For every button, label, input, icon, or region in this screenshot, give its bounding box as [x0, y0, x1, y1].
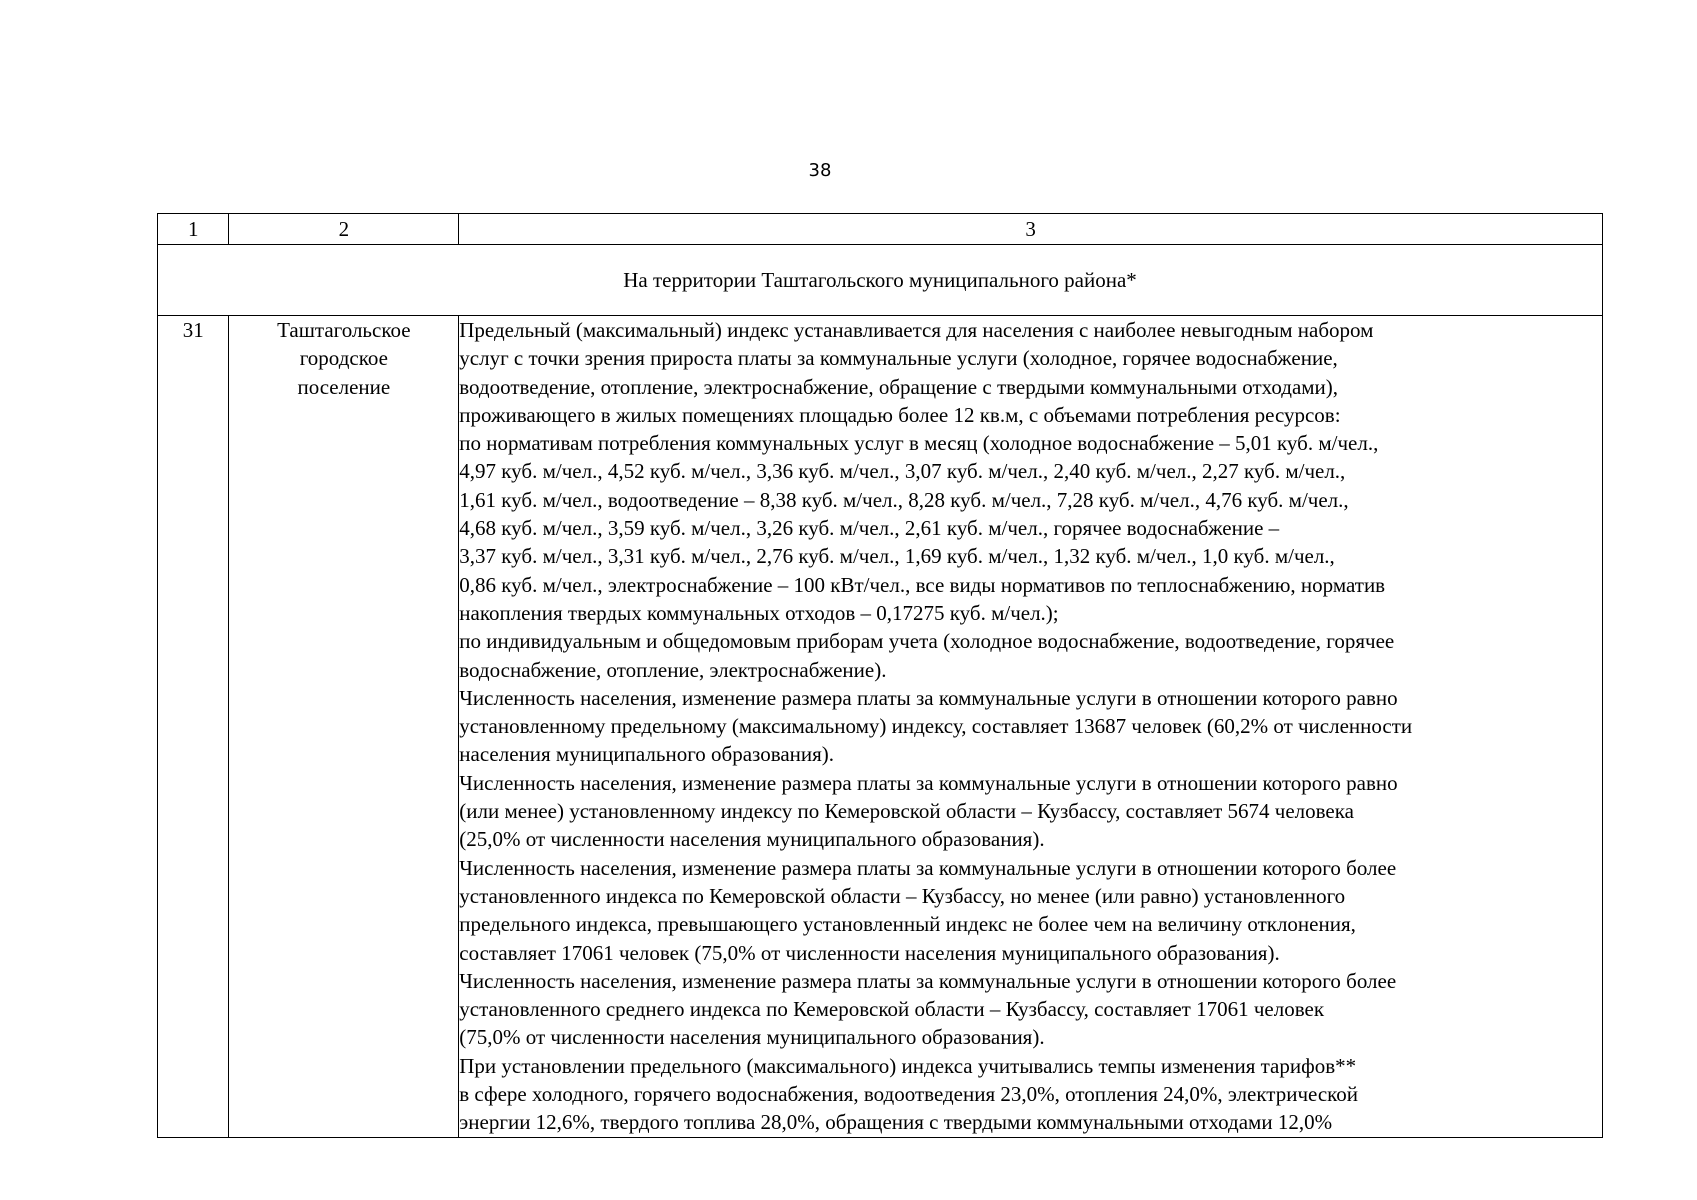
description-line: Численность населения, изменение размера платы за коммунальные услуги в отношении которого более [459, 855, 1397, 880]
description-line: При установлении предельного (максимального) индекса учитывались темпы изменения тарифов** [459, 1053, 1357, 1078]
row-number: 31 [158, 316, 229, 1138]
description-line: накопления твердых коммунальных отходов – 0,17275 куб. м/чел.); [459, 600, 1059, 625]
table-row [158, 316, 1603, 1138]
description-line: по индивидуальным и общедомовым приборам учета (холодное водоснабжение, водоотведение, горячее [459, 629, 1395, 654]
description-line: 4,68 куб. м/чел., 3,59 куб. м/чел., 3,26 куб. м/чел., 2,61 куб. м/чел., горячее водоснабжение – [459, 516, 1280, 541]
description-line: проживающего в жилых помещениях площадью более 12 кв.м, с объемами потребления ресурсов: [459, 402, 1341, 427]
description-line: предельного индекса, превышающего установленный индекс не более чем на величину отклонения, [459, 912, 1356, 937]
description-line: (25,0% от численности населения муниципального образования). [459, 827, 1045, 852]
description-line: услуг с точки зрения прироста платы за коммунальные услуги (холодное, горячее водоснабжение, [459, 346, 1338, 371]
description-line: водоотведение, отопление, электроснабжение, обращение с твердыми коммунальными отходами), [459, 374, 1339, 399]
description-line: установленного среднего индекса по Кемеровской области – Кузбассу, составляет 17061 человек [459, 997, 1325, 1022]
description-line: установленному предельному (максимальному) индексу, составляет 13687 человек (60,2% от численности [459, 714, 1413, 739]
description-line: 4,97 куб. м/чел., 4,52 куб. м/чел., 3,36 куб. м/чел., 3,07 куб. м/чел., 2,40 куб. м/чел., 2,27 куб. м/чел., [459, 459, 1346, 484]
description-line: Численность населения, изменение размера платы за коммунальные услуги в отношении которого более [459, 968, 1397, 993]
description-line: по нормативам потребления коммунальных услуг в месяц (холодное водоснабжение – 5,01 куб. м/чел., [459, 431, 1379, 456]
column-number-1: 1 [158, 214, 229, 245]
column-number-row [158, 214, 1603, 245]
municipality-name [229, 316, 459, 1138]
municipality-name-line: поселение [297, 374, 391, 399]
tariff-index-table [157, 213, 1603, 1138]
municipality-name-line: Таштагольское [277, 318, 411, 342]
index-description [459, 316, 1603, 1138]
column-number-3: 3 [459, 214, 1603, 245]
description-line: энергии 12,6%, твердого топлива 28,0%, обращения с твердыми коммунальными отходами 12,0% [459, 1110, 1333, 1135]
description-line: 3,37 куб. м/чел., 3,31 куб. м/чел., 2,76 куб. м/чел., 1,69 куб. м/чел., 1,32 куб. м/чел., 1,0 куб. м/чел., [459, 544, 1335, 569]
section-title: На территории Таштагольского муниципального района* [158, 245, 1603, 316]
column-number-2: 2 [229, 214, 459, 245]
description-line: населения муниципального образования). [459, 742, 835, 767]
municipality-name-line: городское [299, 346, 388, 371]
description-line: в сфере холодного, горячего водоснабжения, водоотведения 23,0%, отопления 24,0%, электрической [459, 1082, 1359, 1107]
description-line: составляет 17061 человек (75,0% от численности населения муниципального образования). [459, 940, 1280, 965]
page-number: 38 [808, 160, 832, 181]
section-row [158, 245, 1603, 316]
description-line: Предельный (максимальный) индекс устанавливается для населения с наиболее невыгодным набором [459, 318, 1374, 342]
description-line: Численность населения, изменение размера платы за коммунальные услуги в отношении которого равно [459, 770, 1398, 795]
description-line: водоснабжение, отопление, электроснабжение). [459, 657, 887, 682]
description-line: установленного индекса по Кемеровской области – Кузбассу, но менее (или равно) установленного [459, 883, 1346, 908]
description-line: Численность населения, изменение размера платы за коммунальные услуги в отношении которого равно [459, 685, 1398, 710]
description-line: 0,86 куб. м/чел., электроснабжение – 100 кВт/чел., все виды нормативов по теплоснабжению, норматив [459, 572, 1386, 597]
description-line: 1,61 куб. м/чел., водоотведение – 8,38 куб. м/чел., 8,28 куб. м/чел., 7,28 куб. м/чел., 4,76 куб. м/чел., [459, 487, 1349, 512]
description-line: (75,0% от численности населения муниципального образования). [459, 1025, 1045, 1050]
description-line: (или менее) установленному индексу по Кемеровской области – Кузбассу, составляет 5674 человека [459, 799, 1354, 824]
